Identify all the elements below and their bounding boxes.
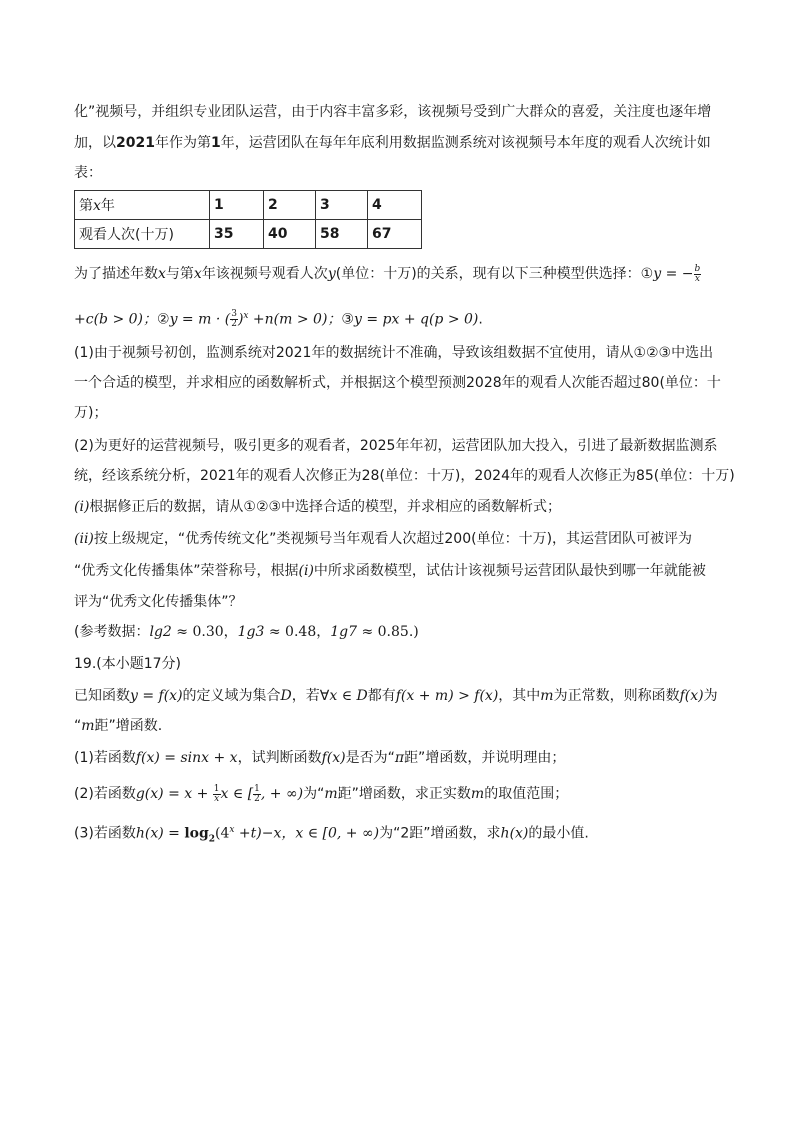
- q2-line-2: 统，经该系统分析，2021年的观看人次修正为28(单位：十万)，2024年的观看人次修正为85(单位：十万): [74, 468, 735, 484]
- table-row: [75, 220, 422, 249]
- fraction: $\frac{1}{2}$: [254, 783, 260, 804]
- q1-line-1: (1)由于视频号初创，监测系统对2021年的数据统计不准确，导致该组数据不宜使用，请从①②③中选出: [74, 345, 714, 361]
- q1-line-2: 一个合适的模型，并求相应的函数解析式，并根据这个模型预测2028年的观看人次能否超过80(单位：十: [74, 375, 721, 391]
- q2-subquestion-ii: (ii)按上级规定，“优秀传统文化”类视频号当年观看人次超过200(单位：十万)，其运营团队可被评为: [74, 531, 693, 547]
- q19-part-1: (1)若函数f(x) = sinx + x，试判断函数f(x)是否为“π距”增函数，并说明理由；: [74, 750, 566, 766]
- table-header-cell: 第x年: [75, 191, 210, 220]
- models-line-2: +c(b > 0)；②y = m · ( $\frac{3}{2}$ )$^x$ +n(m > 0)；③y = px + q(p > 0).: [74, 309, 483, 330]
- intro-line-3: 表：: [74, 165, 102, 181]
- fraction: $\frac{b}{x}$: [694, 263, 701, 284]
- q19-definition-line-2: “m距”增函数.: [74, 718, 163, 734]
- table-cell: 67: [368, 220, 422, 249]
- table-cell: 4: [368, 191, 422, 220]
- q19-part-2: (2)若函数g(x) = x + $\frac{1}{x}$ x ∈ [ $\frac{1}{2}$ , + ∞)为“m距”增函数，求正实数m的取值范围；: [74, 783, 569, 804]
- table-cell: 35: [210, 220, 264, 249]
- q19-part-3: (3)若函数$h(x) = \log_2(4^x +t)-x$，x ∈ [0, + ∞)为“2距”增函数，求h(x)的最小值.: [74, 825, 589, 845]
- table-cell: 40: [264, 220, 316, 249]
- viewership-table: [74, 190, 422, 249]
- q1-line-3: 万)；: [74, 405, 108, 421]
- table-row-label: 观看人次(十万): [75, 220, 210, 249]
- intro-line-1: 化”视频号，并组织专业团队运营，由于内容丰富多彩，该视频号受到广大群众的喜爱，关注度也逐年增: [74, 104, 712, 120]
- q19-title: 19.(本小题17分): [74, 656, 182, 672]
- q19-definition-line-1: 已知函数y = f(x)的定义域为集合D，若∀x ∈ D都有f(x + m) > f(x)，其中m为正常数，则称函数f(x)为: [74, 688, 718, 704]
- table-cell: 2: [264, 191, 316, 220]
- models-line-1: 为了描述年数x与第x年该视频号观看人次y(单位：十万)的关系，现有以下三种模型供选择：①y = − $\frac{b}{x}$: [74, 263, 701, 284]
- table-row: [75, 191, 422, 220]
- q2-subquestion-ii-line-2: “优秀文化传播集体”荣誉称号，根据(i)中所求函数模型，试估计该视频号运营团队最快到哪一年就能被: [74, 563, 706, 579]
- q2-subquestion-ii-line-3: 评为“优秀文化传播集体”？: [74, 594, 243, 610]
- table-cell: 1: [210, 191, 264, 220]
- table-cell: 58: [316, 220, 368, 249]
- fraction: $\frac{1}{x}$: [213, 783, 220, 804]
- q2-line-1: (2)为更好的运营视频号，吸引更多的观看者，2025年年初，运营团队加大投入，引进了最新数据监测系: [74, 438, 718, 454]
- reference-data: (参考数据：lg2 ≈ 0.30，1g3 ≈ 0.48，1g7 ≈ 0.85.): [74, 624, 419, 640]
- intro-line-2: 加，以2021年作为第1年，运营团队在每年年底利用数据监测系统对该视频号本年度的观看人次统计如: [74, 135, 711, 151]
- fraction: $\frac{3}{2}$: [231, 309, 237, 330]
- q2-subquestion-i: (i)根据修正后的数据，请从①②③中选择合适的模型，并求相应的函数解析式；: [74, 499, 562, 515]
- table-cell: 3: [316, 191, 368, 220]
